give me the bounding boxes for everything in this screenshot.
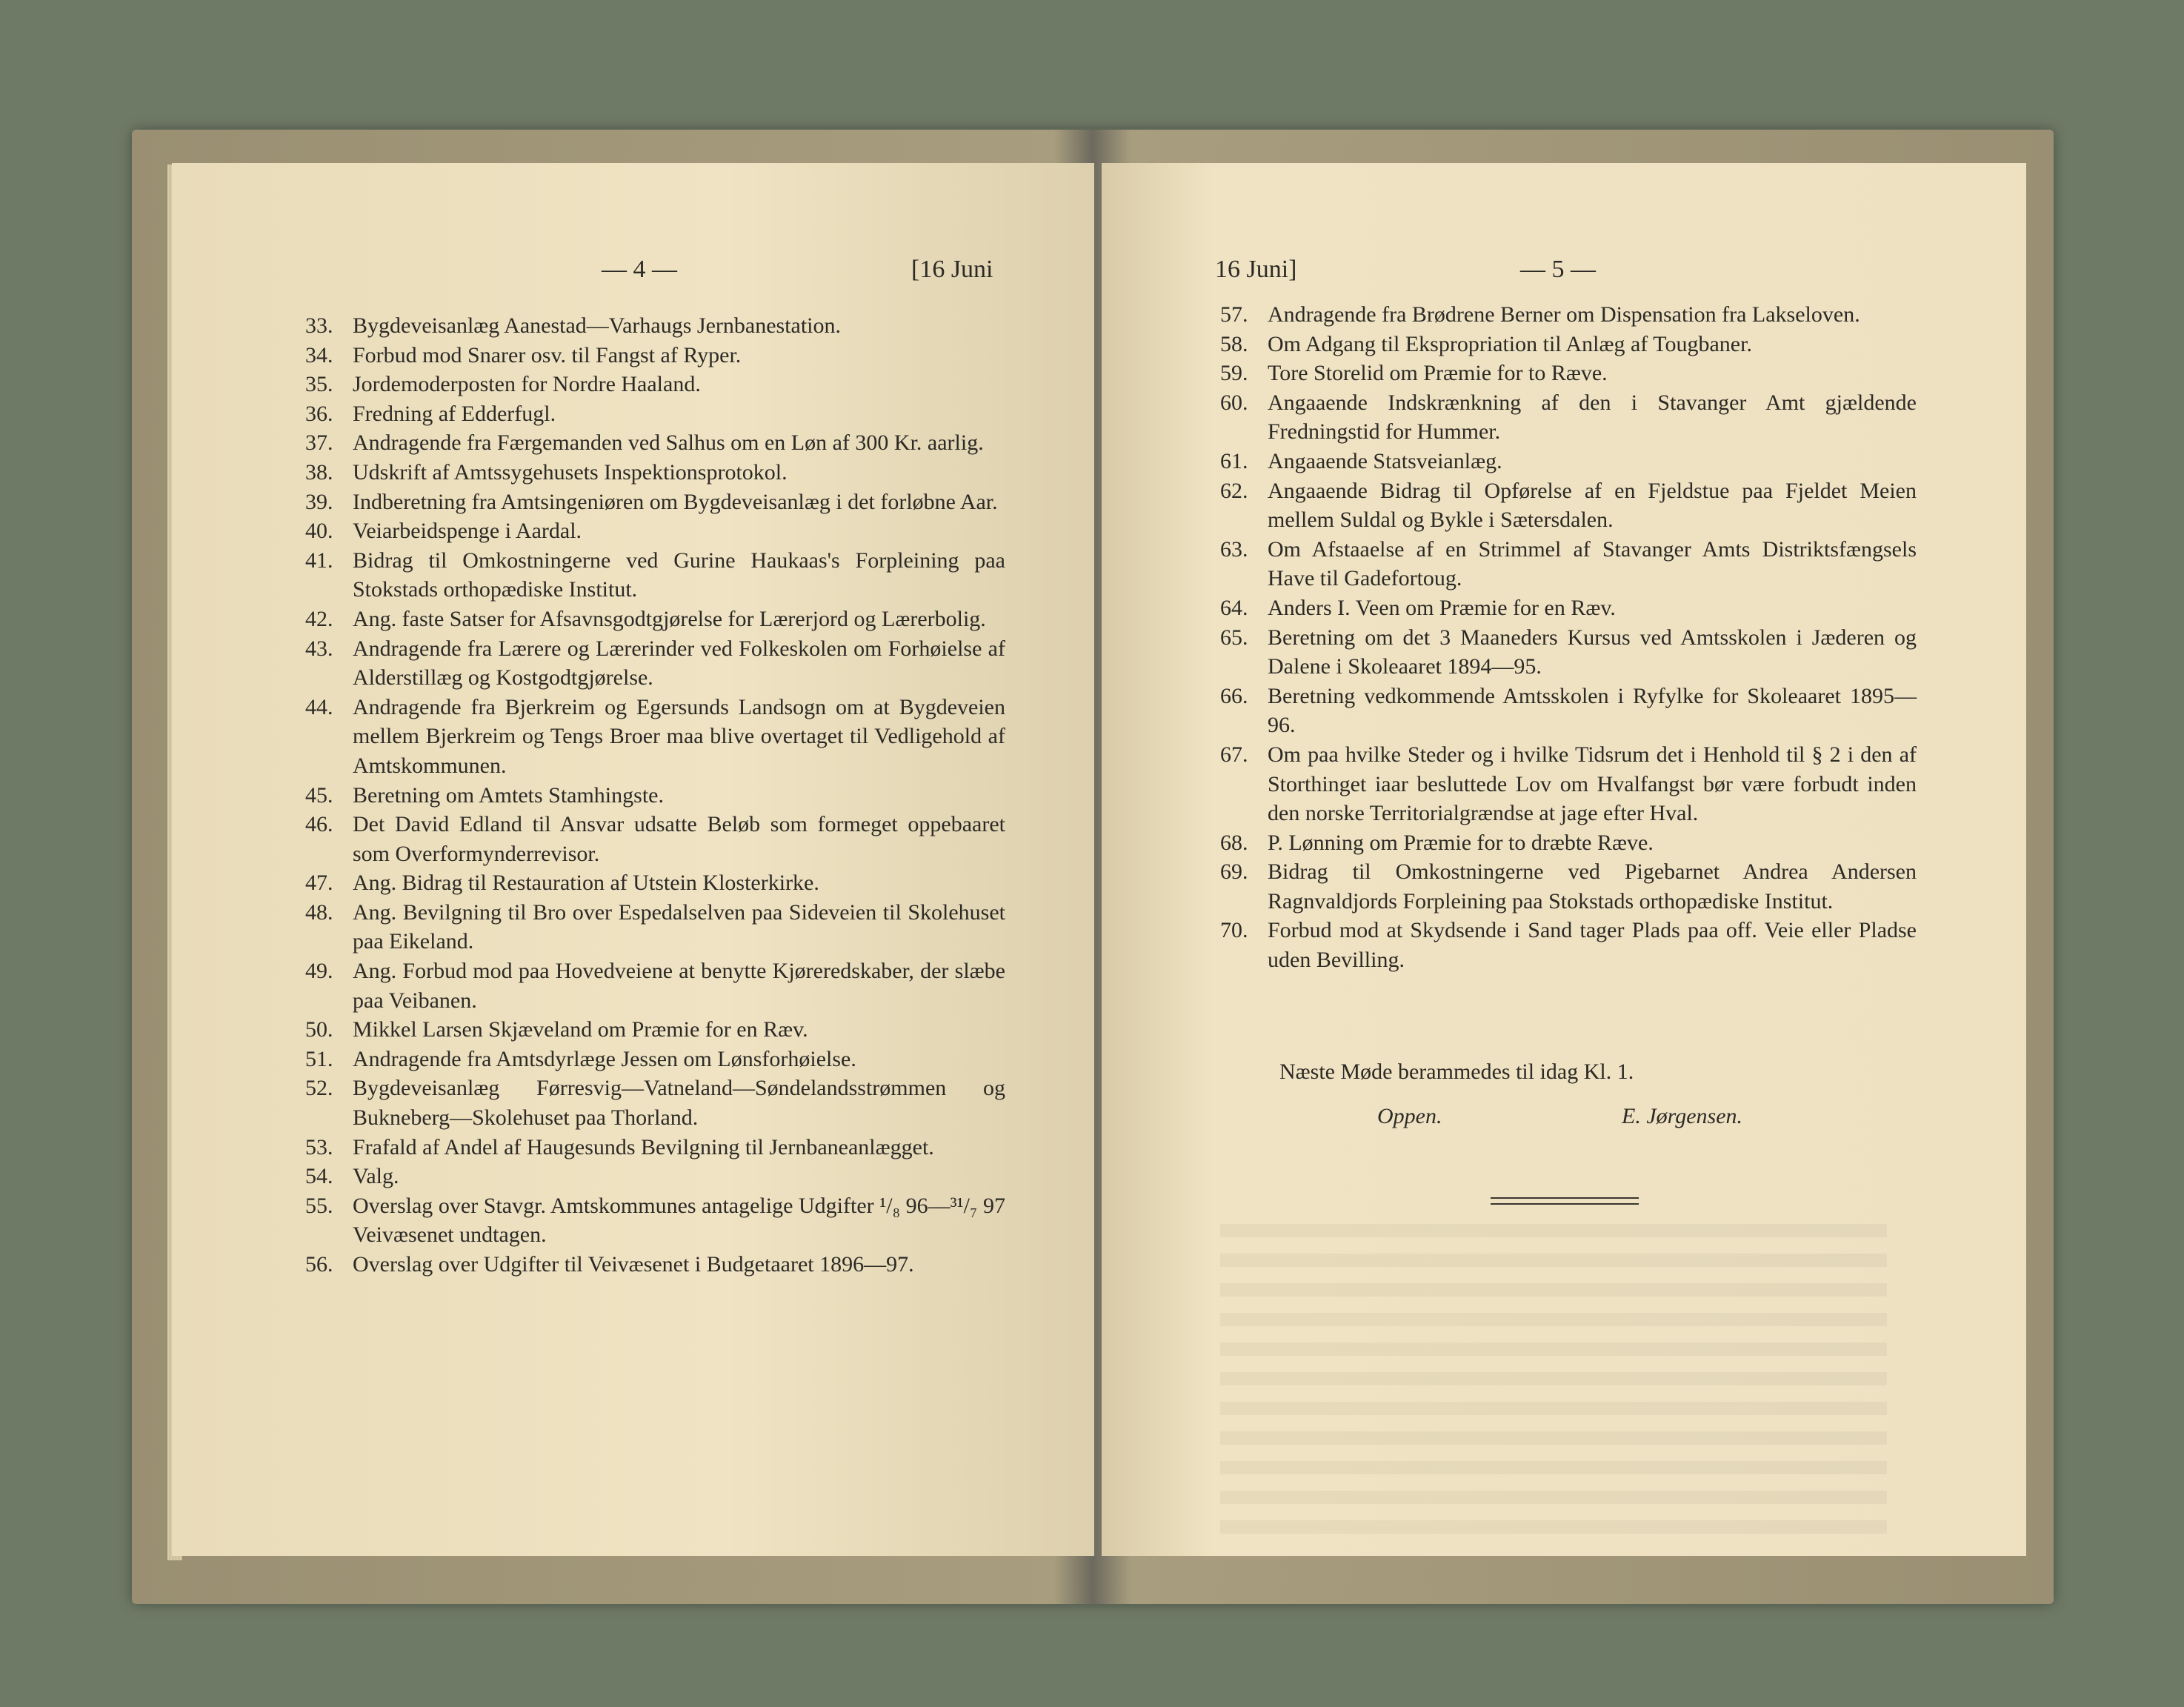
agenda-item bbox=[1220, 476, 1917, 535]
agenda-item-text: Udskrift af Amtssygehusets Inspektionsprotokol. bbox=[353, 459, 788, 485]
agenda-item-number: 44. bbox=[305, 694, 333, 719]
agenda-item-text: Indberetning fra Amtsingeniøren om Bygdeveisanlæg i det forløbne Aar. bbox=[353, 489, 998, 514]
agenda-item-text: Ang. Bevilgning til Bro over Espedalselven paa Sideveien til Skolehuset paa Eikeland. bbox=[353, 899, 1005, 954]
agenda-item-text: Om Afstaaelse af en Strimmel af Stavanger Amts Distriktsfængsels Have til Gadefortoug. bbox=[1268, 536, 1917, 591]
agenda-item-number: 64. bbox=[1220, 595, 1248, 620]
agenda-item-number: 40. bbox=[305, 519, 333, 544]
agenda-item-text: Andragende fra Amtsdyrlæge Jessen om Lønsforhøielse. bbox=[353, 1046, 856, 1071]
agenda-item-text: Forbud mod Snarer osv. til Fangst af Ryper. bbox=[353, 342, 742, 367]
agenda-item-text: Tore Storelid om Præmie for to Ræve. bbox=[1268, 361, 1608, 386]
agenda-item-number: 70. bbox=[1220, 918, 1248, 943]
agenda-item-text: Andragende fra Lærere og Lærerinder ved Folkeskolen om Forhøielse af Alderstillæg og Kostgodtgjørelse. bbox=[353, 636, 1005, 691]
agenda-item-text: Om Adgang til Ekspropriation til Anlæg af Tougbaner. bbox=[1268, 331, 1752, 356]
agenda-item-text: Bygdeveisanlæg Aanestad—Varhaugs Jernbanestation. bbox=[353, 313, 842, 338]
agenda-item-number: 59. bbox=[1220, 361, 1248, 386]
agenda-item-text: Bygdeveisanlæg Førresvig—Vatneland—Søndelandsstrømmen og Bukneberg—Skolehuset paa Thorland. bbox=[353, 1076, 1005, 1131]
agenda-item-text: Det David Edland til Ansvar udsatte Beløb som formeget oppebaaret som Overformynderrevisor. bbox=[353, 812, 1005, 866]
agenda-item-number: 45. bbox=[305, 782, 333, 808]
signature-jorgensen: E. Jørgensen. bbox=[1622, 1104, 1743, 1128]
agenda-item-text: Angaaende Indskrænkning af den i Stavanger Amt gjældende Fredningstid for Hummer. bbox=[1268, 390, 1917, 445]
agenda-item bbox=[1220, 535, 1917, 593]
agenda-item bbox=[1220, 447, 1917, 476]
agenda-item-text: Andragende fra Færgemanden ved Salhus om en Løn af 300 Kr. aarlig. bbox=[353, 430, 984, 456]
agenda-item-number: 33. bbox=[305, 313, 333, 338]
agenda-item-number: 39. bbox=[305, 489, 333, 514]
agenda-item-number: 47. bbox=[305, 871, 333, 896]
agenda-item-text: Jordemoderposten for Nordre Haaland. bbox=[353, 372, 701, 397]
agenda-item-number: 38. bbox=[305, 459, 333, 485]
left-agenda-list bbox=[305, 311, 1005, 1280]
agenda-item-number: 54. bbox=[305, 1164, 333, 1189]
agenda-item-text: Ang. Bidrag til Restauration af Utstein Klosterkirke. bbox=[353, 871, 819, 896]
agenda-item bbox=[305, 546, 1005, 605]
agenda-item-number: 37. bbox=[305, 430, 333, 456]
agenda-item bbox=[305, 634, 1005, 693]
agenda-item-text: Angaaende Bidrag til Opførelse af en Fjeldstue paa Fjeldet Meien mellem Suldal og Bykle i Sætersdalen. bbox=[1268, 478, 1917, 533]
agenda-item-text: Bidrag til Omkostningerne ved Gurine Haukaas's Forpleining paa Stokstads orthopædiske Institut. bbox=[353, 548, 1005, 602]
agenda-item bbox=[305, 1162, 1005, 1191]
agenda-item bbox=[305, 693, 1005, 781]
agenda-item-number: 67. bbox=[1220, 742, 1248, 767]
agenda-item bbox=[305, 1074, 1005, 1132]
agenda-item-text: Angaaende Statsveianlæg. bbox=[1268, 448, 1502, 473]
left-page-date-ref: [16 Juni bbox=[911, 256, 993, 283]
agenda-item-number: 53. bbox=[305, 1134, 333, 1159]
agenda-item-number: 35. bbox=[305, 372, 333, 397]
agenda-item-number: 68. bbox=[1220, 830, 1248, 855]
agenda-item-number: 48. bbox=[305, 899, 333, 925]
agenda-item bbox=[1220, 916, 1917, 974]
agenda-item-number: 41. bbox=[305, 548, 333, 573]
agenda-item-text: Frafald af Andel af Haugesunds Bevilgning til Jernbaneanlægget. bbox=[353, 1134, 934, 1159]
agenda-item-number: 43. bbox=[305, 636, 333, 661]
show-through-bleed bbox=[1220, 1222, 1887, 1534]
closing-note: Næste Møde berammedes til idag Kl. 1. bbox=[1279, 1059, 1634, 1084]
agenda-item bbox=[305, 311, 1005, 341]
agenda-item-number: 46. bbox=[305, 812, 333, 837]
agenda-item-text: Beretning om det 3 Maaneders Kursus ved Amtsskolen i Jæderen og Dalene i Skoleaaret 1894—95. bbox=[1268, 625, 1917, 679]
agenda-item-number: 36. bbox=[305, 401, 333, 426]
agenda-item bbox=[305, 428, 1005, 458]
left-page bbox=[172, 163, 1094, 1556]
agenda-item-number: 55. bbox=[305, 1193, 333, 1218]
agenda-item bbox=[1220, 682, 1917, 740]
agenda-item-number: 60. bbox=[1220, 390, 1248, 415]
agenda-item-number: 65. bbox=[1220, 625, 1248, 650]
agenda-item-number: 57. bbox=[1220, 302, 1248, 327]
agenda-item-text: Overslag over Udgifter til Veivæsenet i Budgetaaret 1896—97. bbox=[353, 1252, 914, 1277]
right-page-date-ref: 16 Juni] bbox=[1215, 256, 1297, 283]
agenda-item-text: Andragende fra Brødrene Berner om Dispensation fra Lakseloven. bbox=[1268, 302, 1860, 327]
agenda-item-text: Bidrag til Omkostningerne ved Pigebarnet Andrea Andersen Ragnvaldjords Forpleining paa Stokstads orthopædiske Institut. bbox=[1268, 859, 1917, 914]
agenda-item-number: 51. bbox=[305, 1046, 333, 1071]
agenda-item bbox=[305, 516, 1005, 546]
agenda-item bbox=[305, 1133, 1005, 1162]
agenda-item-number: 62. bbox=[1220, 478, 1248, 503]
agenda-item-number: 58. bbox=[1220, 331, 1248, 356]
agenda-item bbox=[305, 868, 1005, 898]
agenda-item-text: Om paa hvilke Steder og i hvilke Tidsrum det i Henhold til § 2 i den af Storthinget iaar besluttede Lov om Hvalfangst bør være forbudt inden den norske Territorialgrændse at jage efter Hval. bbox=[1268, 742, 1917, 826]
agenda-item bbox=[305, 1045, 1005, 1074]
agenda-item bbox=[305, 341, 1005, 370]
agenda-item-number: 66. bbox=[1220, 683, 1248, 708]
left-page-number: — 4 — bbox=[602, 256, 677, 283]
agenda-item-text: Veiarbeidspenge i Aardal. bbox=[353, 519, 582, 544]
agenda-item bbox=[305, 458, 1005, 488]
agenda-item bbox=[1220, 388, 1917, 447]
agenda-item-text: Mikkel Larsen Skjæveland om Præmie for en Ræv. bbox=[353, 1017, 808, 1042]
agenda-item-number: 61. bbox=[1220, 448, 1248, 473]
agenda-item bbox=[305, 781, 1005, 811]
agenda-item-text: Ang. Forbud mod paa Hovedveiene at benytte Kjøreredskaber, der slæbe paa Veibanen. bbox=[353, 959, 1005, 1013]
agenda-item bbox=[1220, 330, 1917, 359]
agenda-item-text: Overslag over Stavgr. Amtskommunes antagelige Udgifter ¹/₈ 96—³¹/₇ 97 Veivæsenet undtagen. bbox=[353, 1193, 1005, 1248]
agenda-item-number: 52. bbox=[305, 1076, 333, 1101]
agenda-item bbox=[305, 488, 1005, 517]
agenda-item-number: 69. bbox=[1220, 859, 1248, 885]
agenda-item-text: Ang. faste Satser for Afsavnsgodtgjørelse for Lærerjord og Lærerbolig. bbox=[353, 606, 986, 631]
agenda-item bbox=[1220, 740, 1917, 828]
agenda-item bbox=[305, 1015, 1005, 1045]
agenda-item bbox=[305, 1191, 1005, 1250]
agenda-item bbox=[305, 810, 1005, 868]
right-page-number: — 5 — bbox=[1520, 256, 1596, 283]
right-agenda-list bbox=[1220, 300, 1917, 975]
agenda-item-text: Valg. bbox=[353, 1164, 399, 1189]
right-page bbox=[1102, 163, 2026, 1556]
agenda-item-number: 34. bbox=[305, 342, 333, 367]
agenda-item bbox=[305, 898, 1005, 956]
agenda-item bbox=[1220, 593, 1917, 623]
signature-oppen: Oppen. bbox=[1377, 1104, 1442, 1128]
closing-double-rule bbox=[1491, 1197, 1639, 1205]
agenda-item-number: 49. bbox=[305, 959, 333, 984]
agenda-item bbox=[305, 1250, 1005, 1280]
agenda-item-number: 56. bbox=[305, 1252, 333, 1277]
agenda-item-text: Beretning om Amtets Stamhingste. bbox=[353, 782, 664, 808]
agenda-item bbox=[1220, 300, 1917, 330]
agenda-item-text: Beretning vedkommende Amtsskolen i Ryfylke for Skoleaaret 1895—96. bbox=[1268, 683, 1917, 738]
agenda-item-text: Anders I. Veen om Præmie for en Ræv. bbox=[1268, 595, 1616, 620]
agenda-item-text: Andragende fra Bjerkreim og Egersunds Landsogn om at Bygdeveien mellem Bjerkreim og Tengs Broer maa blive overtaget til Vedligehold af Amtskommunen. bbox=[353, 694, 1005, 778]
agenda-item bbox=[305, 605, 1005, 634]
agenda-item bbox=[1220, 857, 1917, 916]
agenda-item-text: Fredning af Edderfugl. bbox=[353, 401, 556, 426]
agenda-item bbox=[1220, 623, 1917, 682]
agenda-item-text: Forbud mod at Skydsende i Sand tager Plads paa off. Veie eller Pladse uden Bevilling. bbox=[1268, 918, 1917, 973]
agenda-item bbox=[1220, 828, 1917, 858]
agenda-item-number: 50. bbox=[305, 1017, 333, 1042]
agenda-item-number: 63. bbox=[1220, 536, 1248, 562]
agenda-item-text: P. Lønning om Præmie for to dræbte Ræve. bbox=[1268, 830, 1654, 855]
agenda-item bbox=[305, 956, 1005, 1015]
agenda-item bbox=[305, 399, 1005, 429]
agenda-item-number: 42. bbox=[305, 606, 333, 631]
agenda-item bbox=[305, 370, 1005, 399]
agenda-item bbox=[1220, 359, 1917, 388]
